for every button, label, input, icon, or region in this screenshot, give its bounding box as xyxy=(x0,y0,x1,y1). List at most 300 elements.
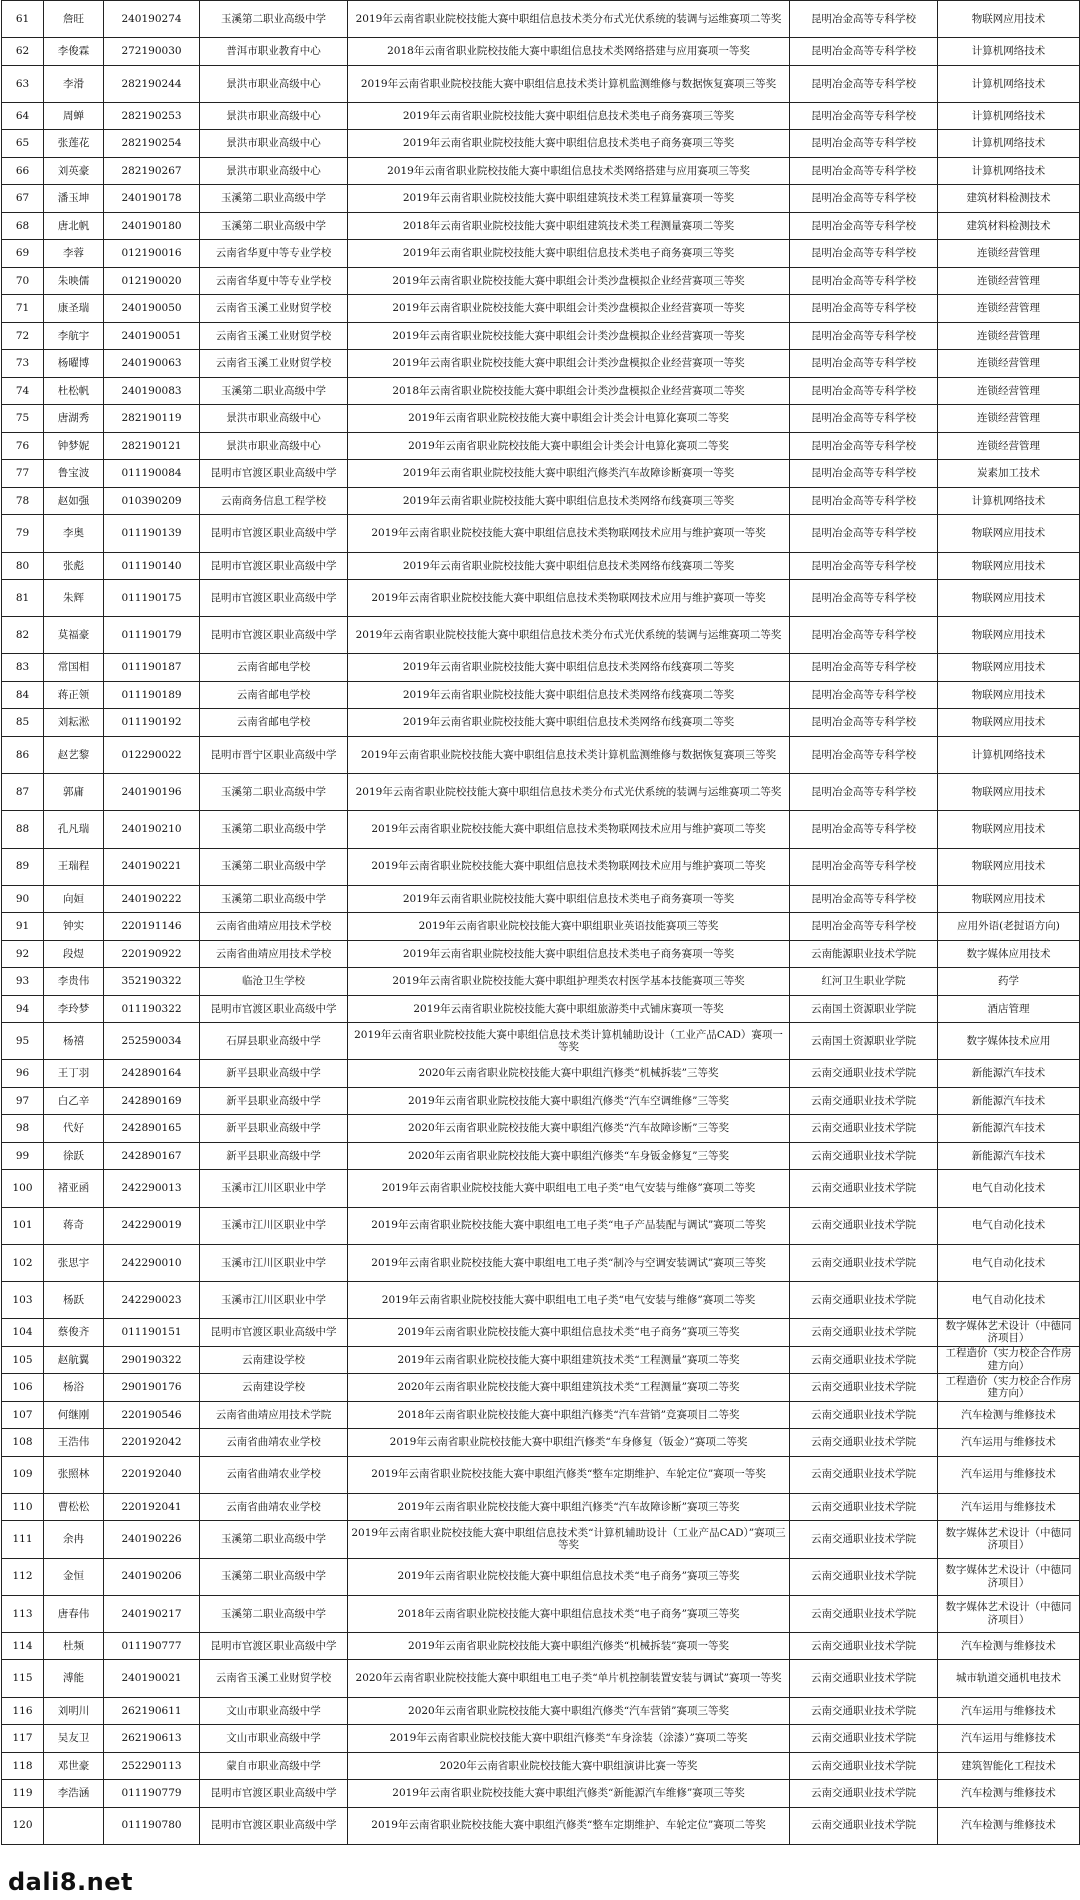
student-name: 邓世豪 xyxy=(44,1752,104,1780)
exam-number: 220190922 xyxy=(104,940,200,968)
admitting-college: 云南交通职业技术学院 xyxy=(790,1374,938,1402)
admitting-college: 昆明冶金高等专科学校 xyxy=(790,322,938,350)
admitting-college: 云南交通职业技术学院 xyxy=(790,1456,938,1493)
admitted-major: 连锁经营管理 xyxy=(938,377,1080,405)
admitted-major: 连锁经营管理 xyxy=(938,350,1080,378)
table-row xyxy=(2,157,1080,185)
admitting-college: 云南国土资源职业学院 xyxy=(790,1023,938,1060)
row-number: 67 xyxy=(2,185,44,213)
source-school: 新平县职业高级中学 xyxy=(200,1087,348,1115)
table-row xyxy=(2,774,1080,811)
exam-number: 240190196 xyxy=(104,774,200,811)
source-school: 景洪市职业高级中心 xyxy=(200,102,348,130)
admitting-college: 云南交通职业技术学院 xyxy=(790,1632,938,1660)
exam-number: 240190221 xyxy=(104,848,200,885)
table-row xyxy=(2,1319,1080,1347)
exam-number: 272190030 xyxy=(104,38,200,66)
source-school: 玉溪第二职业高级中学 xyxy=(200,1558,348,1595)
admitted-major: 酒店管理 xyxy=(938,995,1080,1023)
award-description: 2019年云南省职业院校技能大赛中职组信息技术类电子商务赛项一等奖 xyxy=(348,885,790,913)
admitting-college: 云南交通职业技术学院 xyxy=(790,1697,938,1725)
exam-number: 242890169 xyxy=(104,1087,200,1115)
table-row xyxy=(2,1281,1080,1318)
exam-number: 220190546 xyxy=(104,1401,200,1429)
admitted-major: 数字媒体技术应用 xyxy=(938,1023,1080,1060)
admitting-college: 昆明冶金高等专科学校 xyxy=(790,212,938,240)
award-description: 2020年云南省职业院校技能大赛中职组汽修类“汽车营销”赛项三等奖 xyxy=(348,1697,790,1725)
exam-number: 012190020 xyxy=(104,267,200,295)
student-name: 曹松松 xyxy=(44,1493,104,1521)
exam-number: 011190140 xyxy=(104,552,200,580)
table-row xyxy=(2,65,1080,102)
source-school: 景洪市职业高级中心 xyxy=(200,405,348,433)
student-name: 杨曜博 xyxy=(44,350,104,378)
table-row xyxy=(2,709,1080,737)
source-school: 蒙自市职业高级中学 xyxy=(200,1752,348,1780)
source-school: 景洪市职业高级中心 xyxy=(200,157,348,185)
award-description: 2019年云南省职业院校技能大赛中职组汽修类“机械拆装”赛项一等奖 xyxy=(348,1632,790,1660)
exam-number: 011190192 xyxy=(104,709,200,737)
table-row xyxy=(2,1558,1080,1595)
exam-number: 011190780 xyxy=(104,1807,200,1844)
row-number: 91 xyxy=(2,913,44,941)
award-description: 2019年云南省职业院校技能大赛中职组职业英语技能赛项三等奖 xyxy=(348,913,790,941)
admitted-major: 电气自动化技术 xyxy=(938,1244,1080,1281)
award-description: 2019年云南省职业院校技能大赛中职组会计类会计电算化赛项二等奖 xyxy=(348,432,790,460)
admitting-college: 昆明冶金高等专科学校 xyxy=(790,487,938,515)
source-school: 文山市职业高级中学 xyxy=(200,1697,348,1725)
table-row xyxy=(2,1697,1080,1725)
admitting-college: 昆明冶金高等专科学校 xyxy=(790,580,938,617)
admitting-college: 昆明冶金高等专科学校 xyxy=(790,617,938,654)
row-number: 115 xyxy=(2,1660,44,1697)
admitting-college: 昆明冶金高等专科学校 xyxy=(790,130,938,158)
exam-number: 240190222 xyxy=(104,885,200,913)
admitting-college: 昆明冶金高等专科学校 xyxy=(790,552,938,580)
admitting-college: 昆明冶金高等专科学校 xyxy=(790,377,938,405)
exam-number: 252290113 xyxy=(104,1752,200,1780)
student-name: 朱辉 xyxy=(44,580,104,617)
source-school: 云南建设学校 xyxy=(200,1346,348,1374)
admitting-college: 云南交通职业技术学院 xyxy=(790,1807,938,1844)
row-number: 114 xyxy=(2,1632,44,1660)
row-number: 109 xyxy=(2,1456,44,1493)
exam-number: 240190226 xyxy=(104,1521,200,1558)
exam-number: 240190063 xyxy=(104,350,200,378)
admitted-major: 连锁经营管理 xyxy=(938,432,1080,460)
admitting-college: 云南交通职业技术学院 xyxy=(790,1595,938,1632)
table-row xyxy=(2,38,1080,66)
exam-number: 011190189 xyxy=(104,681,200,709)
exam-number: 240190180 xyxy=(104,212,200,240)
exam-number: 240190217 xyxy=(104,1595,200,1632)
admitted-major: 建筑材料检测技术 xyxy=(938,185,1080,213)
admitting-college: 云南交通职业技术学院 xyxy=(790,1752,938,1780)
source-school: 昆明市官渡区职业高级中学 xyxy=(200,1807,348,1844)
student-name: 詹旺 xyxy=(44,1,104,38)
admitting-college: 昆明冶金高等专科学校 xyxy=(790,885,938,913)
admitted-major: 汽车检测与维修技术 xyxy=(938,1807,1080,1844)
table-row xyxy=(2,1060,1080,1088)
award-description: 2019年云南省职业院校技能大赛中职组会计类沙盘模拟企业经营赛项一等奖 xyxy=(348,350,790,378)
table-row xyxy=(2,617,1080,654)
admitting-college: 云南交通职业技术学院 xyxy=(790,1060,938,1088)
exam-number: 240190206 xyxy=(104,1558,200,1595)
admitting-college: 昆明冶金高等专科学校 xyxy=(790,157,938,185)
exam-number: 011190151 xyxy=(104,1319,200,1347)
table-row xyxy=(2,1595,1080,1632)
row-number: 106 xyxy=(2,1374,44,1402)
row-number: 103 xyxy=(2,1281,44,1318)
row-number: 86 xyxy=(2,736,44,773)
row-number: 102 xyxy=(2,1244,44,1281)
student-name: 余冉 xyxy=(44,1521,104,1558)
admitting-college: 昆明冶金高等专科学校 xyxy=(790,432,938,460)
admitting-college: 云南交通职业技术学院 xyxy=(790,1558,938,1595)
student-name: 溥能 xyxy=(44,1660,104,1697)
source-school: 云南省玉溪工业财贸学校 xyxy=(200,322,348,350)
row-number: 63 xyxy=(2,65,44,102)
row-number: 81 xyxy=(2,580,44,617)
student-name: 杨禧 xyxy=(44,1023,104,1060)
exam-number: 282190119 xyxy=(104,405,200,433)
admitting-college: 云南交通职业技术学院 xyxy=(790,1115,938,1143)
source-school: 玉溪第二职业高级中学 xyxy=(200,811,348,848)
admitting-college: 昆明冶金高等专科学校 xyxy=(790,240,938,268)
admitting-college: 云南交通职业技术学院 xyxy=(790,1281,938,1318)
source-school: 新平县职业高级中学 xyxy=(200,1115,348,1143)
row-number: 61 xyxy=(2,1,44,38)
student-name: 常国相 xyxy=(44,654,104,682)
source-school: 玉溪第二职业高级中学 xyxy=(200,885,348,913)
award-description: 2019年云南省职业院校技能大赛中职组信息技术类电子商务赛项三等奖 xyxy=(348,102,790,130)
table-row xyxy=(2,377,1080,405)
admitted-major: 连锁经营管理 xyxy=(938,322,1080,350)
table-row xyxy=(2,1244,1080,1281)
award-description: 2019年云南省职业院校技能大赛中职组信息技术类“计算机辅助设计（工业产品CAD）”赛项三等奖 xyxy=(348,1521,790,1558)
admitted-major: 数字媒体艺术设计（中德同济项目） xyxy=(938,1558,1080,1595)
student-name: 李蓉 xyxy=(44,240,104,268)
table-row xyxy=(2,1115,1080,1143)
award-description: 2020年云南省职业院校技能大赛中职组建筑技术类“工程测量”赛项二等奖 xyxy=(348,1374,790,1402)
student-name: 张照林 xyxy=(44,1456,104,1493)
award-description: 2019年云南省职业院校技能大赛中职组电工电子类“电气安装与维修”赛项二等奖 xyxy=(348,1170,790,1207)
row-number: 62 xyxy=(2,38,44,66)
table-row xyxy=(2,995,1080,1023)
row-number: 76 xyxy=(2,432,44,460)
row-number: 110 xyxy=(2,1493,44,1521)
admitting-college: 云南交通职业技术学院 xyxy=(790,1660,938,1697)
source-school: 景洪市职业高级中心 xyxy=(200,130,348,158)
award-description: 2019年云南省职业院校技能大赛中职组汽修类“整车定期维护、车轮定位”赛项一等奖 xyxy=(348,1456,790,1493)
row-number: 113 xyxy=(2,1595,44,1632)
row-number: 65 xyxy=(2,130,44,158)
row-number: 69 xyxy=(2,240,44,268)
table-row xyxy=(2,1725,1080,1753)
row-number: 83 xyxy=(2,654,44,682)
admitted-major: 数字媒体应用技术 xyxy=(938,940,1080,968)
admitting-college: 昆明冶金高等专科学校 xyxy=(790,267,938,295)
exam-number: 240190274 xyxy=(104,1,200,38)
table-row xyxy=(2,1493,1080,1521)
exam-number: 011190139 xyxy=(104,515,200,552)
source-school: 云南省曲靖应用技术学校 xyxy=(200,940,348,968)
source-school: 玉溪第二职业高级中学 xyxy=(200,1,348,38)
admitting-college: 昆明冶金高等专科学校 xyxy=(790,405,938,433)
student-name: 康圣瑞 xyxy=(44,295,104,323)
admitting-college: 云南交通职业技术学院 xyxy=(790,1142,938,1170)
exam-number: 242890164 xyxy=(104,1060,200,1088)
award-description: 2019年云南省职业院校技能大赛中职组信息技术类物联网技术应用与维护赛项二等奖 xyxy=(348,811,790,848)
admitted-major: 物联网应用技术 xyxy=(938,709,1080,737)
student-name: 李玲梦 xyxy=(44,995,104,1023)
source-school: 昆明市晋宁区职业高级中学 xyxy=(200,736,348,773)
student-name: 赵艺黎 xyxy=(44,736,104,773)
row-number: 97 xyxy=(2,1087,44,1115)
table-row xyxy=(2,811,1080,848)
admitted-major: 物联网应用技术 xyxy=(938,885,1080,913)
admitting-college: 昆明冶金高等专科学校 xyxy=(790,65,938,102)
table-row xyxy=(2,1023,1080,1060)
admitted-major: 电气自动化技术 xyxy=(938,1207,1080,1244)
source-school: 云南省邮电学校 xyxy=(200,681,348,709)
row-number: 95 xyxy=(2,1023,44,1060)
award-description: 2018年云南省职业院校技能大赛中职组会计类沙盘模拟企业经营赛项二等奖 xyxy=(348,377,790,405)
row-number: 64 xyxy=(2,102,44,130)
student-name: 李贵伟 xyxy=(44,968,104,996)
admitting-college: 昆明冶金高等专科学校 xyxy=(790,460,938,488)
student-name: 蒋奇 xyxy=(44,1207,104,1244)
student-name: 白乙辛 xyxy=(44,1087,104,1115)
exam-number: 220192041 xyxy=(104,1493,200,1521)
admitting-college: 云南交通职业技术学院 xyxy=(790,1780,938,1808)
admitted-major: 物联网应用技术 xyxy=(938,1,1080,38)
award-description: 2018年云南省职业院校技能大赛中职组信息技术类“电子商务”赛项三等奖 xyxy=(348,1595,790,1632)
award-description: 2019年云南省职业院校技能大赛中职组汽修类汽车故障诊断赛项一等奖 xyxy=(348,460,790,488)
admitting-college: 昆明冶金高等专科学校 xyxy=(790,848,938,885)
award-description: 2019年云南省职业院校技能大赛中职组信息技术类电子商务赛项三等奖 xyxy=(348,240,790,268)
source-school: 昆明市官渡区职业高级中学 xyxy=(200,1319,348,1347)
admitted-major: 物联网应用技术 xyxy=(938,848,1080,885)
award-description: 2019年云南省职业院校技能大赛中职组建筑技术类工程算量赛项一等奖 xyxy=(348,185,790,213)
student-name: 孔凡瑞 xyxy=(44,811,104,848)
admitting-college: 红河卫生职业学院 xyxy=(790,968,938,996)
row-number: 80 xyxy=(2,552,44,580)
admitting-college: 昆明冶金高等专科学校 xyxy=(790,295,938,323)
source-school: 云南省曲靖农业学校 xyxy=(200,1429,348,1457)
exam-number: 011190777 xyxy=(104,1632,200,1660)
award-description: 2019年云南省职业院校技能大赛中职组信息技术类分布式光伏系统的装调与运维赛项二等奖 xyxy=(348,774,790,811)
admitting-college: 昆明冶金高等专科学校 xyxy=(790,102,938,130)
row-number: 108 xyxy=(2,1429,44,1457)
source-school: 玉溪第二职业高级中学 xyxy=(200,848,348,885)
student-name: 吴友卫 xyxy=(44,1725,104,1753)
admitting-college: 云南交通职业技术学院 xyxy=(790,1493,938,1521)
row-number: 73 xyxy=(2,350,44,378)
award-description: 2019年云南省职业院校技能大赛中职组汽修类“汽车故障诊断”赛项三等奖 xyxy=(348,1493,790,1521)
row-number: 88 xyxy=(2,811,44,848)
admitted-major: 物联网应用技术 xyxy=(938,580,1080,617)
student-name: 张思宇 xyxy=(44,1244,104,1281)
admitted-major: 连锁经营管理 xyxy=(938,295,1080,323)
exam-number: 011190179 xyxy=(104,617,200,654)
source-school: 临沧卫生学校 xyxy=(200,968,348,996)
row-number: 74 xyxy=(2,377,44,405)
award-description: 2019年云南省职业院校技能大赛中职组信息技术类网络搭建与应用赛项三等奖 xyxy=(348,157,790,185)
exam-number: 240190210 xyxy=(104,811,200,848)
table-row xyxy=(2,1632,1080,1660)
table-row xyxy=(2,1,1080,38)
award-description: 2019年云南省职业院校技能大赛中职组信息技术类网络布线赛项二等奖 xyxy=(348,709,790,737)
exam-number: 220191146 xyxy=(104,913,200,941)
award-description: 2019年云南省职业院校技能大赛中职组信息技术类分布式光伏系统的装调与运维赛项二等奖 xyxy=(348,617,790,654)
exam-number: 240190178 xyxy=(104,185,200,213)
table-row xyxy=(2,102,1080,130)
award-description: 2020年云南省职业院校技能大赛中职组汽修类“机械拆装”三等奖 xyxy=(348,1060,790,1088)
row-number: 93 xyxy=(2,968,44,996)
row-number: 105 xyxy=(2,1346,44,1374)
admitted-major: 物联网应用技术 xyxy=(938,774,1080,811)
source-school: 玉溪市江川区职业中学 xyxy=(200,1170,348,1207)
award-description: 2020年云南省职业院校技能大赛中职组电工电子类“单片机控制装置安装与调试”赛项一等奖 xyxy=(348,1660,790,1697)
row-number: 75 xyxy=(2,405,44,433)
award-description: 2019年云南省职业院校技能大赛中职组信息技术类网络布线赛项二等奖 xyxy=(348,654,790,682)
student-name: 李航宇 xyxy=(44,322,104,350)
table-row xyxy=(2,1807,1080,1844)
row-number: 96 xyxy=(2,1060,44,1088)
admitting-college: 云南交通职业技术学院 xyxy=(790,1244,938,1281)
award-description: 2019年云南省职业院校技能大赛中职组信息技术类分布式光伏系统的装调与运维赛项二等奖 xyxy=(348,1,790,38)
admitted-major: 数字媒体艺术设计（中德同济项目） xyxy=(938,1595,1080,1632)
admitting-college: 昆明冶金高等专科学校 xyxy=(790,654,938,682)
source-school: 昆明市官渡区职业高级中学 xyxy=(200,1780,348,1808)
table-row xyxy=(2,515,1080,552)
exam-number: 242290023 xyxy=(104,1281,200,1318)
table-row xyxy=(2,432,1080,460)
source-school: 云南省邮电学校 xyxy=(200,654,348,682)
admitted-major: 电气自动化技术 xyxy=(938,1281,1080,1318)
exam-number: 290190176 xyxy=(104,1374,200,1402)
source-school: 玉溪市江川区职业中学 xyxy=(200,1207,348,1244)
student-name: 王瑞程 xyxy=(44,848,104,885)
admitted-major: 工程造价（实力校企合作房建方向） xyxy=(938,1374,1080,1402)
admitting-college: 云南能源职业技术学院 xyxy=(790,940,938,968)
source-school: 云南省玉溪工业财贸学校 xyxy=(200,295,348,323)
source-school: 昆明市官渡区职业高级中学 xyxy=(200,580,348,617)
award-description: 2019年云南省职业院校技能大赛中职组信息技术类“电子商务”赛项三等奖 xyxy=(348,1319,790,1347)
row-number: 107 xyxy=(2,1401,44,1429)
row-number: 120 xyxy=(2,1807,44,1844)
row-number: 117 xyxy=(2,1725,44,1753)
award-description: 2020年云南省职业院校技能大赛中职组汽修类“汽车故障诊断”三等奖 xyxy=(348,1115,790,1143)
exam-number: 242890165 xyxy=(104,1115,200,1143)
source-school: 昆明市官渡区职业高级中学 xyxy=(200,617,348,654)
row-number: 85 xyxy=(2,709,44,737)
student-name: 周蝉 xyxy=(44,102,104,130)
source-school: 玉溪第二职业高级中学 xyxy=(200,774,348,811)
student-name: 潘玉坤 xyxy=(44,185,104,213)
admitted-major: 炭素加工技术 xyxy=(938,460,1080,488)
student-name: 赵如强 xyxy=(44,487,104,515)
exam-number: 282190121 xyxy=(104,432,200,460)
admitted-major: 汽车检测与维修技术 xyxy=(938,1632,1080,1660)
student-name: 钟实 xyxy=(44,913,104,941)
table-row xyxy=(2,848,1080,885)
student-name: 李滑 xyxy=(44,65,104,102)
admitting-college: 昆明冶金高等专科学校 xyxy=(790,681,938,709)
exam-number: 011190322 xyxy=(104,995,200,1023)
table-row xyxy=(2,460,1080,488)
table-row xyxy=(2,130,1080,158)
admitted-major: 物联网应用技术 xyxy=(938,654,1080,682)
student-name: 金恒 xyxy=(44,1558,104,1595)
source-school: 云南省玉溪工业财贸学校 xyxy=(200,1660,348,1697)
source-school: 玉溪第二职业高级中学 xyxy=(200,1595,348,1632)
student-name: 莫福豪 xyxy=(44,617,104,654)
admitted-major: 连锁经营管理 xyxy=(938,267,1080,295)
student-name: 朱映儒 xyxy=(44,267,104,295)
admitted-major: 数字媒体艺术设计（中德同济项目） xyxy=(938,1319,1080,1347)
table-row xyxy=(2,185,1080,213)
award-description: 2019年云南省职业院校技能大赛中职组信息技术类计算机监测维修与数据恢复赛项三等奖 xyxy=(348,65,790,102)
source-school: 云南省曲靖农业学校 xyxy=(200,1456,348,1493)
student-name: 何继刚 xyxy=(44,1401,104,1429)
award-description: 2020年云南省职业院校技能大赛中职组汽修类“车身钣金修复”三等奖 xyxy=(348,1142,790,1170)
table-row xyxy=(2,350,1080,378)
exam-number: 242290013 xyxy=(104,1170,200,1207)
exam-number: 240190021 xyxy=(104,1660,200,1697)
award-description: 2019年云南省职业院校技能大赛中职组会计类沙盘模拟企业经营赛项一等奖 xyxy=(348,322,790,350)
row-number: 92 xyxy=(2,940,44,968)
admitting-college: 云南交通职业技术学院 xyxy=(790,1346,938,1374)
award-description: 2019年云南省职业院校技能大赛中职组旅游类中式铺床赛项一等奖 xyxy=(348,995,790,1023)
table-row xyxy=(2,240,1080,268)
row-number: 100 xyxy=(2,1170,44,1207)
award-description: 2019年云南省职业院校技能大赛中职组信息技术类计算机监测维修与数据恢复赛项三等奖 xyxy=(348,736,790,773)
admitting-college: 云南交通职业技术学院 xyxy=(790,1429,938,1457)
table-row xyxy=(2,1170,1080,1207)
exam-number: 290190322 xyxy=(104,1346,200,1374)
award-description: 2018年云南省职业院校技能大赛中职组信息技术类网络搭建与应用赛项一等奖 xyxy=(348,38,790,66)
admitting-college: 昆明冶金高等专科学校 xyxy=(790,736,938,773)
table-row xyxy=(2,1456,1080,1493)
table-row xyxy=(2,940,1080,968)
student-name: 李奥 xyxy=(44,515,104,552)
source-school: 景洪市职业高级中心 xyxy=(200,432,348,460)
row-number: 111 xyxy=(2,1521,44,1558)
table-row xyxy=(2,212,1080,240)
award-description: 2020年云南省职业院校技能大赛中职组演讲比赛一等奖 xyxy=(348,1752,790,1780)
table-row xyxy=(2,1752,1080,1780)
row-number: 94 xyxy=(2,995,44,1023)
source-school: 新平县职业高级中学 xyxy=(200,1142,348,1170)
student-name: 蒋正领 xyxy=(44,681,104,709)
exam-number: 262190613 xyxy=(104,1725,200,1753)
student-name: 王浩伟 xyxy=(44,1429,104,1457)
source-school: 云南省曲靖农业学校 xyxy=(200,1493,348,1521)
source-school: 石屏县职业高级中学 xyxy=(200,1023,348,1060)
student-name: 唐春伟 xyxy=(44,1595,104,1632)
row-number: 79 xyxy=(2,515,44,552)
admitted-major: 汽车检测与维修技术 xyxy=(938,1401,1080,1429)
table-row xyxy=(2,1780,1080,1808)
exam-number: 242290010 xyxy=(104,1244,200,1281)
row-number: 71 xyxy=(2,295,44,323)
exam-number: 282190253 xyxy=(104,102,200,130)
award-description: 2019年云南省职业院校技能大赛中职组信息技术类网络布线赛项二等奖 xyxy=(348,681,790,709)
admitting-college: 昆明冶金高等专科学校 xyxy=(790,515,938,552)
student-name: 李俊霖 xyxy=(44,38,104,66)
